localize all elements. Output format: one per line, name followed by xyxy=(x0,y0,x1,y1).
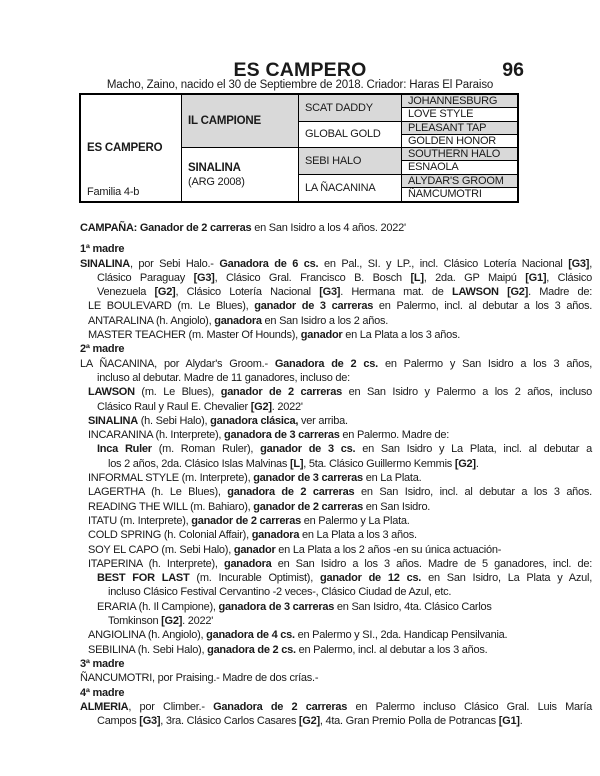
offspring-line: Clásico Raul y Raul E. Chevalier [G2]. 2022' xyxy=(97,400,303,413)
section-3a-madre: 3ª madre xyxy=(80,657,125,670)
pedigree-cell-sebi-halo: SEBI HALO xyxy=(299,148,402,175)
pedigree-cell-pleasant-tap: PLEASANT TAP xyxy=(402,122,517,135)
offspring-line: SEBILINA (h. Sebi Halo), ganadora de 2 cs. en Palermo, incl. al debutar a los 3 años. xyxy=(88,643,488,656)
offspring-line: READING THE WILL (m. Bahiaro), ganador de 2 carreras en San Isidro. xyxy=(88,500,431,513)
pedigree-cell-scat-daddy: SCAT DADDY xyxy=(299,95,402,122)
offspring-line: COLD SPRING (h. Colonial Affair), ganadora en La Plata a los 3 años. xyxy=(88,529,417,542)
offspring-line: Tomkinson [G2]. 2022' xyxy=(108,615,214,628)
dam-line: Venezuela [G2], Clásico Lotería Nacional [G3]. Hermana mat. de LAWSON [G2]. Madre de: xyxy=(97,286,593,299)
offspring-line: MASTER TEACHER (m. Master Of Hounds), ganador en La Plata a los 3 años. xyxy=(88,329,461,342)
pedigree-cell-johannesburg: JOHANNESBURG xyxy=(402,95,517,108)
offspring-line: SOY EL CAPO (m. Sebi Halo), ganador en La Plata a los 2 años -en su única actuación- xyxy=(88,543,502,556)
offspring-line: ERARIA (h. Il Campione), ganadora de 3 carreras en San Isidro, 4ta. Clásico Carlos xyxy=(97,600,492,613)
pedigree-table xyxy=(79,93,519,203)
offspring-line: ANGIOLINA (h. Angiolo), ganadora de 4 cs. en Palermo y SI., 2da. Handicap Pensilvania. xyxy=(88,629,508,642)
offspring-line: ITAPERINA (h. Interprete), ganadora en San Isidro a los 3 años. Madre de 5 ganadores, incl. de: xyxy=(88,557,593,570)
family-label: Familia 4-b xyxy=(87,186,140,198)
pedigree-cell-global-gold: GLOBAL GOLD xyxy=(299,122,402,149)
offspring-line: BEST FOR LAST (m. Incurable Optimist), ganador de 12 cs. en San Isidro, La Plata y Azul, xyxy=(97,572,593,585)
page-title: ES CAMPERO xyxy=(233,59,367,81)
offspring-line: INCARANINA (h. Interprete), ganadora de 3 carreras en Palermo. Madre de: xyxy=(88,429,450,442)
pedigree-cell-sinalina: SINALINA (ARG 2008) xyxy=(182,148,299,201)
dam-line: Clásico Paraguay [G3], Clásico Gral. Francisco B. Bosch [L], 2da. GP Maipú [G1], Clásico xyxy=(97,271,592,284)
dam-line: Campos [G3], 3ra. Clásico Carlos Casares [G2], 4ta. Gran Premio Polla de Potrancas [G1]. xyxy=(97,715,523,728)
offspring-line: INFORMAL STYLE (m. Interprete), ganador de 3 carreras en La Plata. xyxy=(88,472,422,485)
section-2a-madre: 2ª madre xyxy=(80,343,125,356)
pedigree-cell-golden-honor: GOLDEN HONOR xyxy=(402,135,517,148)
offspring-line: ANTARALINA (h. Angiolo), ganadora en San Isidro a los 2 años. xyxy=(88,314,389,327)
offspring-line: LAGERTHA (h. Le Blues), ganadora de 2 carreras en San Isidro, incl. al debutar a los 3 años. xyxy=(88,486,592,499)
pedigree-cell-esnaola: ESNAOLA xyxy=(402,161,517,174)
offspring-line: los 2 años, 2da. Clásico Islas Malvinas [L], 5ta. Clásico Guillermo Kemmis [G2]. xyxy=(108,457,479,470)
campaign-line: CAMPAÑA: Ganador de 2 carreras en San Isidro a los 4 años. 2022' xyxy=(80,222,406,234)
offspring-line: LE BOULEVARD (m. Le Blues), ganador de 3 carreras en Palermo, incl. al debutar a los 3 años. xyxy=(88,300,592,313)
dam-line: ALMERIA, por Climber.- Ganadora de 2 carreras en Palermo incluso Clásico Gral. Luis María xyxy=(80,700,592,713)
offspring-line: SINALINA (h. Sebi Halo), ganadora clásica, ver arriba. xyxy=(88,414,348,427)
pedigree-cell-la-acanina: LA ÑACANINA xyxy=(299,175,402,202)
horse-description-subtitle: Macho, Zaino, nacido el 30 de Septiembre de 2018. Criador: Haras El Paraiso xyxy=(106,79,494,91)
dam-line: incluso al debutar. Madre de 11 ganadores, incluso de: xyxy=(97,371,350,384)
subject-name: ES CAMPERO xyxy=(87,142,163,154)
offspring-line: incluso Clásico Festival Cervantino -2 veces-, Clásico Ciudad de Azul, etc. xyxy=(108,586,452,599)
dam-line: SINALINA, por Sebi Halo.- Ganadora de 6 cs. en Pal., SI. y LP., incl. Clásico Lotería Nacional [G3], xyxy=(80,257,592,270)
section-1a-madre: 1ª madre xyxy=(80,243,125,256)
pedigree-cell-alydar-s-groom: ALYDAR'S GROOM xyxy=(402,175,517,188)
offspring-line: Inca Ruler (m. Roman Ruler), ganador de 3 cs. en San Isidro y La Plata, incl. al debutar a xyxy=(97,443,592,456)
offspring-line: LAWSON (m. Le Blues), ganador de 2 carreras en San Isidro y Palermo a los 2 años, incluso xyxy=(88,386,592,399)
dam-line: LA ÑACANINA, por Alydar's Groom.- Ganadora de 2 cs. en Palermo y San Isidro a los 3 años, xyxy=(80,357,593,370)
pedigree-cell-love-style: LOVE STYLE xyxy=(402,108,517,121)
offspring-line: ITATU (m. Interprete), ganador de 2 carreras en Palermo y La Plata. xyxy=(88,514,410,527)
catalog-number: 96 xyxy=(502,59,524,81)
section-4a-madre: 4ª madre xyxy=(80,686,125,699)
pedigree-text-block xyxy=(80,221,592,728)
pedigree-cell-southern-halo: SOUTHERN HALO xyxy=(402,148,517,161)
pedigree-cell-il-campione: IL CAMPIONE xyxy=(182,95,299,148)
dam-line: ÑANCUMOTRI, por Praising.- Madre de dos crías.- xyxy=(80,672,319,685)
pedigree-cell--amcumotri: ÑAMCUMOTRI xyxy=(408,188,482,201)
pedigree-subject-cell xyxy=(81,95,182,201)
